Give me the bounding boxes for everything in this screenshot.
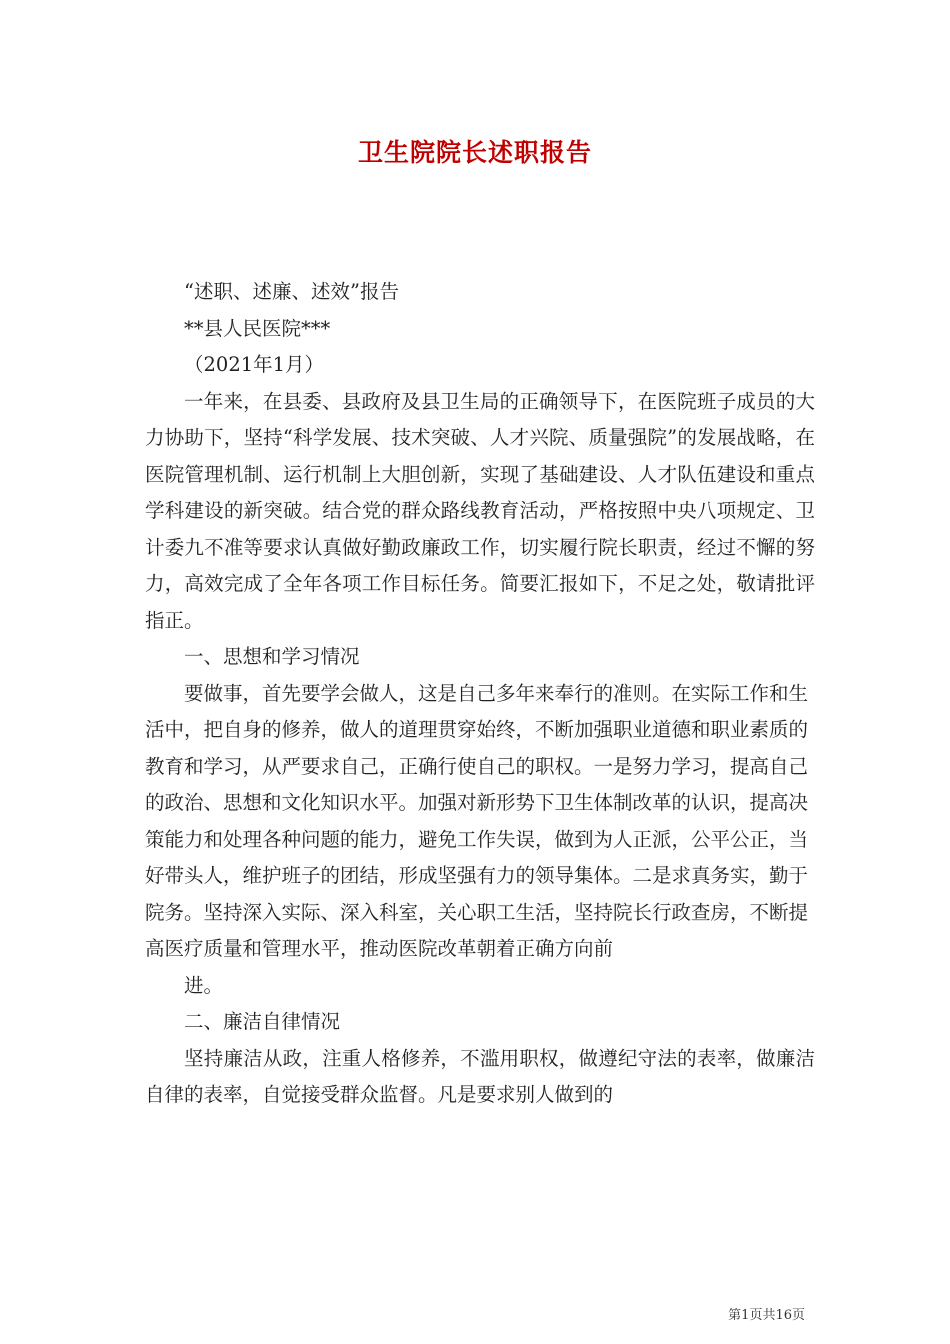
intro-paragraph: 一年来，在县委、县政府及县卫生局的正确领导下，在医院班子成员的大力协助下，坚持“科学发展、技术突破、人才兴院、质量强院”的发展战略，在医院管理机制、运行机制上大胆创新，实现了基础建设、人才队伍建设和重点学科建设的新突破。结合党的群众路线教育活动，严格按照中央八项规定、卫计委九不准等要求认真做好勤政廉政工作，切实履行院长职责，经过不懈的努力，高效完成了全年各项工作目标任务。简要汇报如下，不足之处，敬请批评指正。 [145, 389, 815, 632]
report-date: （2021年1月） [184, 353, 325, 376]
report-author: **县人民医院*** [184, 316, 331, 340]
page-number: 第1页共16页 [728, 1308, 805, 1323]
report-subtitle: “述职、述廉、述效”报告 [184, 280, 399, 303]
section-2-paragraph: 坚持廉洁从政，注重人格修养，不滥用职权，做遵纪守法的表率，做廉洁自律的表率，自觉接受群众监督。凡是要求别人做到的 [145, 1046, 815, 1106]
section-heading-1: 一、思想和学习情况 [184, 645, 360, 668]
section-1-paragraph: 要做事，首先要学会做人，这是自己多年来奉行的准则。在实际工作和生活中，把自身的修养，做人的道理贯穿始终，不断加强职业道德和职业素质的教育和学习，从严要求自己，正确行使自己的职权。一是努力学习，提高自己的政治、思想和文化知识水平。加强对新形势下卫生体制改革的认识，提高决策能力和处理各种问题的能力，避免工作失误，做到为人正派，公平公正，当好带头人，维护班子的团结，形成坚强有力的领导集体。二是求真务实，勤于院务。坚持深入实际、深入科室，关心职工生活，坚持院长行政查房，不断提高医疗质量和管理水平，推动医院改革朝着正确方向前 [145, 681, 809, 960]
page-title: 卫生院院长述职报告 [357, 138, 592, 167]
document-body [145, 274, 815, 1114]
section-1-paragraph-tail: 进。 [184, 973, 224, 997]
section-heading-2: 二、廉洁自律情况 [184, 1010, 341, 1033]
